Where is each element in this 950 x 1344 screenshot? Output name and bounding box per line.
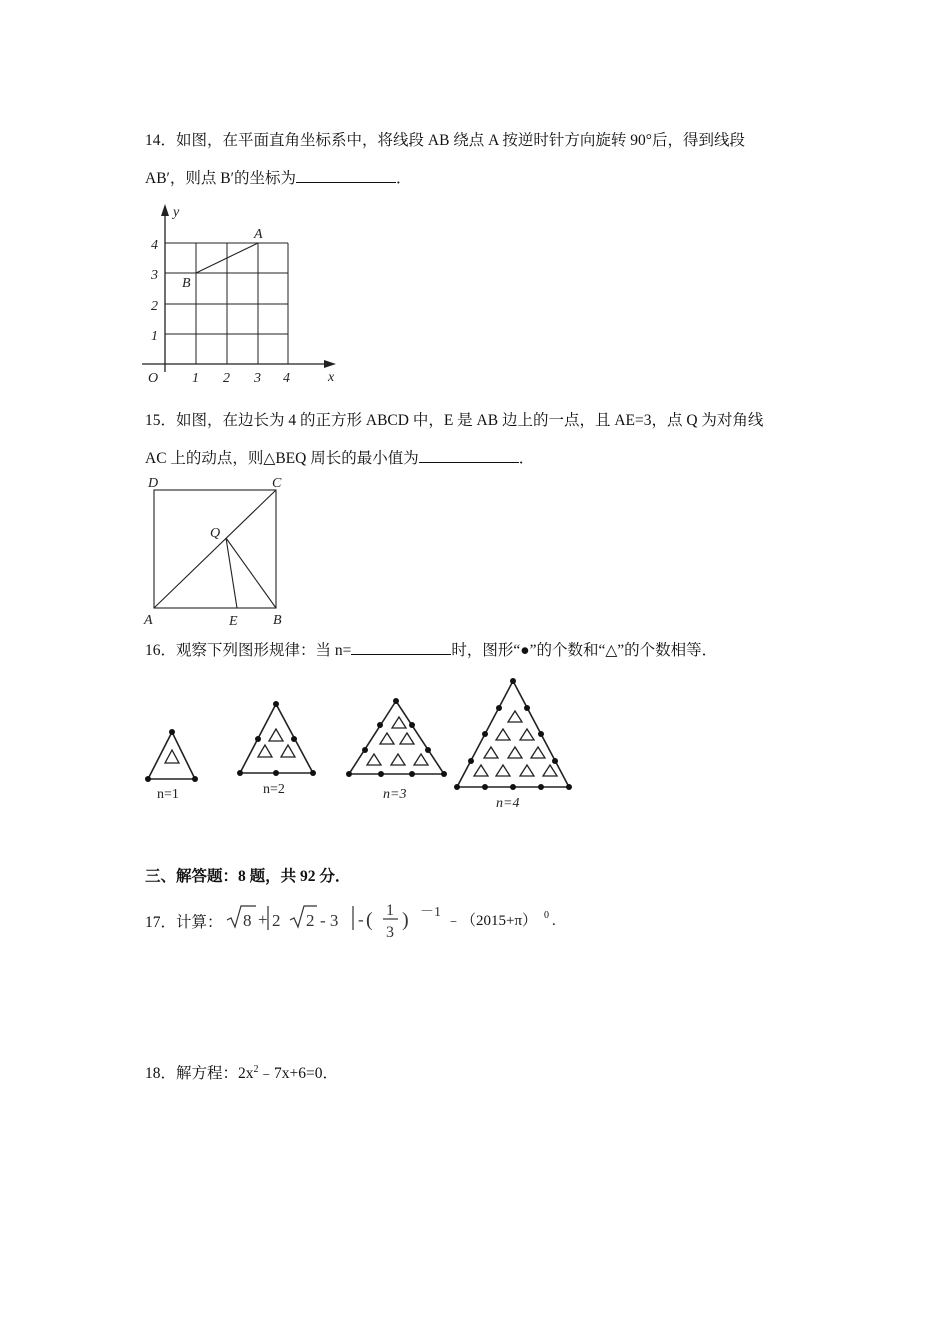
q14-text-line2-suffix: ． <box>396 170 412 187</box>
q17-tail-exponent: 0 <box>544 910 549 921</box>
q15-square-figure <box>140 472 300 632</box>
q15-text-line2-prefix: AC 上的动点，则△BEQ 周长的最小值为 <box>145 450 419 467</box>
q18-suffix: ﹣7x+6=0． <box>258 1065 338 1082</box>
q16-text-prefix: 16．观察下列图形规律：当 n= <box>145 642 352 659</box>
q17-minus3: - 3 <box>320 911 339 930</box>
q18-text <box>145 1061 338 1083</box>
q14-y-tick-2: 2 <box>151 299 158 314</box>
q16-label-n1: n=1 <box>157 787 179 802</box>
q18-prefix: 18．解方程：2x <box>145 1065 254 1082</box>
q14-x-tick-1: 1 <box>192 371 199 386</box>
section-3-heading: 三、解答题：8 题，共 92 分． <box>145 868 351 885</box>
q14-x-tick-2: 2 <box>223 371 230 386</box>
q14-coordinate-figure <box>140 200 350 390</box>
q17-frac-den: 3 <box>386 924 394 941</box>
q15-text-line2-suffix: ． <box>518 450 535 467</box>
q15-label-c: C <box>272 476 282 491</box>
q14-y-axis-label: y <box>173 205 180 220</box>
q17-text <box>145 910 223 932</box>
q16-label-n2: n=2 <box>263 782 285 797</box>
q14-text-line2-prefix: AB′，则点 B′的坐标为 <box>145 170 297 187</box>
q14-y-tick-1: 1 <box>151 329 158 344</box>
q15-label-a: A <box>144 613 153 628</box>
q16-answer-blank[interactable] <box>351 640 451 655</box>
q17-end: . <box>552 913 556 929</box>
q17-exponent: －1 <box>420 905 441 920</box>
q15-label-e: E <box>229 614 238 629</box>
q14-text-line2 <box>145 166 412 188</box>
q17-rad2: 2 <box>306 911 315 930</box>
svg-text:+: + <box>258 910 268 929</box>
q17-expression <box>224 896 584 946</box>
svg-text:-: - <box>358 910 364 929</box>
q17-abs-coef: 2 <box>272 911 281 930</box>
q18-exponent: 2 <box>253 1063 259 1075</box>
q16-text-suffix: 时，图形“●”的个数和“△”的个数相等． <box>451 642 718 659</box>
q17-tail: ﹣（2015+π） <box>446 913 538 929</box>
q14-answer-blank[interactable] <box>296 168 396 183</box>
q14-y-tick-4: 4 <box>151 238 158 253</box>
q15-label-q: Q <box>210 526 221 541</box>
q14-point-b-label: B <box>182 276 191 291</box>
q15-label-d: D <box>148 476 159 491</box>
q15-text-line1: 15．如图，在边长为 4 的正方形 ABCD 中，E 是 AB 边上的一点，且 AE=3，点 Q 为对角线 <box>145 412 764 429</box>
q14-x-tick-4: 4 <box>283 371 290 386</box>
q16-pattern-figure <box>135 670 585 820</box>
q16-label-n3: n=3 <box>383 787 407 802</box>
svg-text:(: ( <box>366 909 373 931</box>
q15-answer-blank[interactable] <box>419 448 519 463</box>
q17-frac-num: 1 <box>386 902 394 919</box>
q17-prefix: 17．计算： <box>145 914 223 931</box>
q15-text-line2 <box>145 446 534 468</box>
q14-x-axis-label: x <box>328 370 335 385</box>
q14-point-a-label: A <box>254 227 263 242</box>
q14-x-tick-3: 3 <box>254 371 261 386</box>
q14-origin-label: O <box>148 371 159 386</box>
q14-y-tick-3: 3 <box>151 268 158 283</box>
q14-text-line1: 14．如图，在平面直角坐标系中，将线段 AB 绕点 A 按逆时针方向旋转 90°后，得到线段 <box>145 132 745 149</box>
q16-text <box>145 638 717 660</box>
q17-rad8: 8 <box>243 911 252 930</box>
svg-text:): ) <box>402 909 409 931</box>
q16-label-n4: n=4 <box>496 796 520 811</box>
q15-label-b: B <box>273 613 282 628</box>
